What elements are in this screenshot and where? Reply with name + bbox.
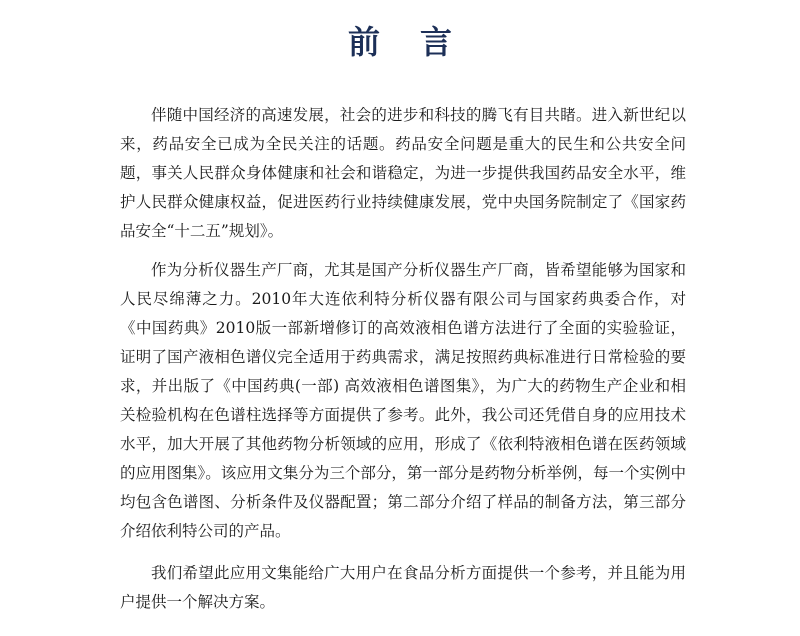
- paragraph-2: 作为分析仪器生产厂商，尤其是国产分析仪器生产厂商，皆希望能够为国家和人民尽绵薄之力。2010年大连依利特分析仪器有限公司与国家药典委合作，对《中国药典》2010版一部新增修订的高效液相色谱方法进行了全面的实验验证，证明了国产液相色谱仪完全适用于药典需求，满足按照药典标准进行日常检验的要求，并出版了《中国药典(一部) 高效液相色谱图集》，为广大的药物生产企业和相关检验机构在色谱柱选择等方面提供了参考。此外，我公司还凭借自身的应用技术水平，加大开展了其他药物分析领域的应用，形成了《依利特液相色谱在医药领域的应用图集》。该应用文集分为三个部分，第一部分是药物分析举例，每一个实例中均包含色谱图、分析条件及仪器配置；第二部分介绍了样品的制备方法，第三部分介绍依利特公司的产品。: [120, 261, 686, 540]
- page-title: 前言: [347, 23, 492, 61]
- paragraph-3: 我们希望此应用文集能给广大用户在食品分析方面提供一个参考，并且能为用户提供一个解决方案。: [120, 564, 686, 611]
- paragraph-1: 伴随中国经济的高速发展，社会的进步和科技的腾飞有目共睹。进入新世纪以来，药品安全已成为全民关注的话题。药品安全问题是重大的民生和公共安全问题，事关人民群众身体健康和社会和谐稳定，为进一步提供我国药品安全水平，维护人民群众健康权益，促进医药行业持续健康发展，党中央国务院制定了《国家药品安全“十二五”规划》。: [120, 106, 686, 240]
